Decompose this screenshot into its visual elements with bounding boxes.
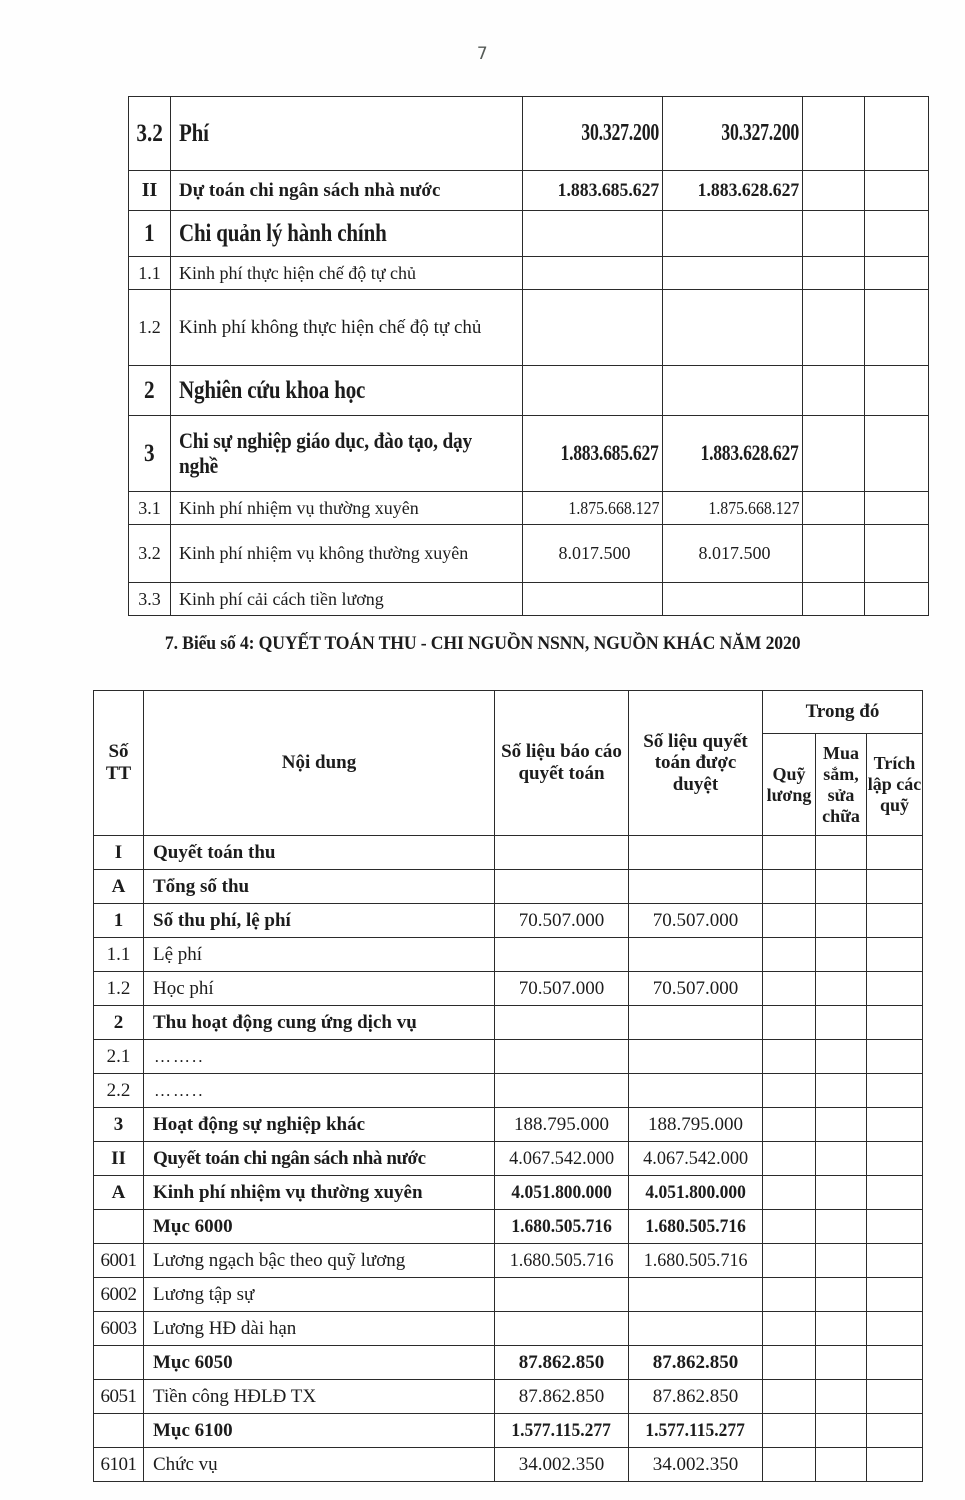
table-row [129,416,929,492]
table-row [94,1312,923,1346]
row-value-3 [803,171,865,211]
table-row [94,1346,923,1380]
row-name: Phí [171,97,523,171]
row-tt: 1.2 [129,290,171,366]
row-value-3 [803,525,865,583]
table-row [129,290,929,366]
row-value-trich-lap [867,1142,923,1176]
table-row [94,1040,923,1074]
row-value-quy-luong [763,972,816,1006]
row-value-trich-lap [867,1040,923,1074]
row-value-quy-luong [763,1176,816,1210]
row-value-bao-cao [495,1006,629,1040]
row-value-quy-luong [763,904,816,938]
row-name: Dự toán chi ngân sách nhà nước [171,171,523,211]
row-name: Lương ngạch bậc theo quỹ lương [144,1244,495,1278]
section-heading-text: 7. Biểu số 4: QUYẾT TOÁN THU - CHI NGUỒN NSNN, NGUỒN KHÁC NĂM 2020 [164,633,801,654]
row-value-duyet [629,836,763,870]
row-value-quy-luong [763,1346,816,1380]
row-value-duyet: 87.862.850 [629,1380,763,1414]
row-value-quy-luong [763,1414,816,1448]
row-tt: 1 [129,211,171,257]
row-value-4 [865,257,929,290]
table-row [129,366,929,416]
row-name: Chức vụ [144,1448,495,1482]
row-tt: II [94,1142,144,1176]
row-name: Kinh phí nhiệm vụ không thường xuyên [171,525,523,583]
row-tt: 1 [94,904,144,938]
row-value-3 [803,492,865,525]
table-one-body [129,97,929,616]
row-name: Chi sự nghiệp giáo dục, đào tạo, dạy nghề [171,416,523,492]
row-value-bao-cao: 4.051.800.000 [495,1176,629,1210]
page-number: 7 [476,44,489,64]
row-value-duyet: 70.507.000 [629,904,763,938]
row-tt [94,1210,144,1244]
table-row [94,972,923,1006]
row-value-bao-cao [495,1074,629,1108]
row-value-bao-cao [495,1278,629,1312]
header-trong-do: Trong đó [763,691,923,734]
row-value-2: 8.017.500 [663,525,803,583]
row-tt: 6002 [94,1278,144,1312]
row-value-duyet: 4.051.800.000 [629,1176,763,1210]
row-value-4 [865,492,929,525]
row-value-trich-lap [867,1414,923,1448]
row-value-quy-luong [763,1210,816,1244]
row-tt: 6003 [94,1312,144,1346]
row-value-trich-lap [867,904,923,938]
row-value-mua-sam [816,1108,867,1142]
row-value-1 [523,290,663,366]
row-value-trich-lap [867,1244,923,1278]
table-row [129,211,929,257]
row-tt: 3.2 [129,97,171,171]
row-name: Học phí [144,972,495,1006]
row-tt: 2 [129,366,171,416]
row-value-duyet: 87.862.850 [629,1346,763,1380]
row-name: …….. [144,1074,495,1108]
row-value-2: 1.883.628.627 [663,171,803,211]
row-value-trich-lap [867,1176,923,1210]
row-value-trich-lap [867,1006,923,1040]
row-value-1 [523,257,663,290]
row-value-duyet: 1.680.505.716 [629,1210,763,1244]
row-name: Lương HĐ dài hạn [144,1312,495,1346]
table-row [94,1006,923,1040]
row-value-trich-lap [867,1210,923,1244]
row-value-3 [803,97,865,171]
row-value-quy-luong [763,1040,816,1074]
row-value-duyet: 188.795.000 [629,1108,763,1142]
row-value-4 [865,211,929,257]
row-value-quy-luong [763,1244,816,1278]
row-value-4 [865,366,929,416]
row-value-quy-luong [763,1312,816,1346]
row-tt: 3.1 [129,492,171,525]
row-value-bao-cao: 1.577.115.277 [495,1414,629,1448]
row-value-3 [803,366,865,416]
row-value-bao-cao: 1.680.505.716 [495,1210,629,1244]
row-name: Kinh phí nhiệm vụ thường xuyên [171,492,523,525]
row-name: Quyết toán thu [144,836,495,870]
header-mua-sam: Mua sắm, sửa chữa [816,734,867,836]
row-name: Quyết toán chi ngân sách nhà nước [144,1142,495,1176]
header-row-group [94,691,923,734]
row-tt: 3.2 [129,525,171,583]
row-value-bao-cao: 70.507.000 [495,972,629,1006]
row-tt: 3 [94,1108,144,1142]
row-value-quy-luong [763,870,816,904]
row-value-4 [865,583,929,616]
row-value-2 [663,211,803,257]
row-value-duyet [629,1006,763,1040]
row-name: Tiền công HĐLĐ TX [144,1380,495,1414]
table-du-toan-chi [128,96,929,616]
header-quy-luong: Quỹ lương [763,734,816,836]
row-value-1 [523,366,663,416]
row-value-quy-luong [763,1108,816,1142]
row-value-trich-lap [867,1312,923,1346]
row-value-trich-lap [867,1074,923,1108]
row-value-bao-cao: 4.067.542.000 [495,1142,629,1176]
row-value-3 [803,211,865,257]
row-value-2 [663,366,803,416]
table-row [94,1380,923,1414]
row-tt: 6101 [94,1448,144,1482]
row-value-1: 1.883.685.627 [523,171,663,211]
row-tt: 6001 [94,1244,144,1278]
row-value-trich-lap [867,1346,923,1380]
row-value-mua-sam [816,1244,867,1278]
row-value-mua-sam [816,1448,867,1482]
row-value-duyet [629,1312,763,1346]
table-two-body [94,836,923,1482]
row-tt [94,1414,144,1448]
row-value-2: 30.327.200 [663,97,803,171]
row-value-1: 8.017.500 [523,525,663,583]
row-value-bao-cao [495,836,629,870]
row-value-bao-cao [495,1312,629,1346]
row-tt: A [94,1176,144,1210]
row-value-2 [663,583,803,616]
row-tt: 1.1 [129,257,171,290]
row-name: Hoạt động sự nghiệp khác [144,1108,495,1142]
row-tt: II [129,171,171,211]
table-row [94,1176,923,1210]
row-value-1: 1.883.685.627 [523,416,663,492]
row-value-bao-cao: 87.862.850 [495,1380,629,1414]
row-value-mua-sam [816,1210,867,1244]
row-tt: 1.2 [94,972,144,1006]
table-row [94,1448,923,1482]
table-row [94,1414,923,1448]
table-row [129,525,929,583]
row-name: Lệ phí [144,938,495,972]
row-tt [94,1346,144,1380]
row-name: Mục 6000 [144,1210,495,1244]
row-value-quy-luong [763,1278,816,1312]
table-row [94,870,923,904]
row-value-trich-lap [867,972,923,1006]
row-value-quy-luong [763,1074,816,1108]
table-row [94,1244,923,1278]
row-value-4 [865,290,929,366]
row-value-mua-sam [816,1176,867,1210]
row-value-quy-luong [763,1006,816,1040]
row-value-bao-cao: 34.002.350 [495,1448,629,1482]
row-value-duyet: 1.680.505.716 [629,1244,763,1278]
row-value-4 [865,97,929,171]
section-heading [0,633,965,655]
row-value-trich-lap [867,938,923,972]
row-value-duyet [629,938,763,972]
row-value-mua-sam [816,1346,867,1380]
row-value-mua-sam [816,1278,867,1312]
row-name: Mục 6050 [144,1346,495,1380]
row-name: Lương tập sự [144,1278,495,1312]
row-value-1: 1.875.668.127 [523,492,663,525]
table-row [94,904,923,938]
row-value-bao-cao: 1.680.505.716 [495,1244,629,1278]
row-value-2 [663,290,803,366]
table-row [94,1278,923,1312]
table-row [129,97,929,171]
row-name: Số thu phí, lệ phí [144,904,495,938]
header-so-lieu-duyet: Số liệu quyết toán được duyệt [629,691,763,836]
row-value-bao-cao [495,1040,629,1074]
table-row [94,938,923,972]
row-value-trich-lap [867,1448,923,1482]
row-value-quy-luong [763,1448,816,1482]
row-value-trich-lap [867,1380,923,1414]
row-value-duyet [629,1040,763,1074]
row-value-bao-cao: 188.795.000 [495,1108,629,1142]
row-value-mua-sam [816,1006,867,1040]
row-tt: 3 [129,416,171,492]
row-tt: A [94,870,144,904]
row-name: Nghiên cứu khoa học [171,366,523,416]
table-row [94,1108,923,1142]
row-name: Thu hoạt động cung ứng dịch vụ [144,1006,495,1040]
header-trich-lap: Trích lập các quỹ [867,734,923,836]
row-name: Kinh phí thực hiện chế độ tự chủ [171,257,523,290]
row-value-duyet [629,870,763,904]
row-value-quy-luong [763,938,816,972]
row-value-mua-sam [816,938,867,972]
row-value-3 [803,416,865,492]
row-value-duyet: 1.577.115.277 [629,1414,763,1448]
row-tt: 1.1 [94,938,144,972]
row-name: Tổng số thu [144,870,495,904]
row-value-3 [803,257,865,290]
row-value-quy-luong [763,1142,816,1176]
row-value-mua-sam [816,1414,867,1448]
table-bieu-so-4 [93,690,923,1482]
row-value-mua-sam [816,1380,867,1414]
row-value-2: 1.883.628.627 [663,416,803,492]
row-value-bao-cao: 87.862.850 [495,1346,629,1380]
row-name: …….. [144,1040,495,1074]
row-value-mua-sam [816,1074,867,1108]
row-value-3 [803,583,865,616]
row-name: Kinh phí không thực hiện chế độ tự chủ [171,290,523,366]
row-value-quy-luong [763,1380,816,1414]
row-value-duyet [629,1074,763,1108]
row-value-mua-sam [816,870,867,904]
row-tt: 2.1 [94,1040,144,1074]
row-value-trich-lap [867,1278,923,1312]
row-value-trich-lap [867,870,923,904]
row-value-quy-luong [763,836,816,870]
table-row [129,583,929,616]
header-noi-dung: Nội dung [144,691,495,836]
row-value-trich-lap [867,1108,923,1142]
row-value-duyet: 70.507.000 [629,972,763,1006]
row-name: Kinh phí cải cách tiền lương [171,583,523,616]
row-value-4 [865,171,929,211]
header-so-tt: Số TT [94,691,144,836]
row-value-mua-sam [816,836,867,870]
row-tt: 2.2 [94,1074,144,1108]
row-tt: I [94,836,144,870]
row-value-mua-sam [816,972,867,1006]
table-row [129,171,929,211]
table-row [129,257,929,290]
table-row [94,836,923,870]
row-value-4 [865,416,929,492]
row-value-2: 1.875.668.127 [663,492,803,525]
row-value-mua-sam [816,1312,867,1346]
row-value-mua-sam [816,1142,867,1176]
table-row [94,1142,923,1176]
row-value-3 [803,290,865,366]
row-tt: 6051 [94,1380,144,1414]
row-value-1 [523,211,663,257]
row-value-mua-sam [816,904,867,938]
row-tt: 2 [94,1006,144,1040]
row-value-4 [865,525,929,583]
row-value-bao-cao [495,938,629,972]
row-value-duyet [629,1278,763,1312]
row-value-bao-cao: 70.507.000 [495,904,629,938]
row-name: Kinh phí nhiệm vụ thường xuyên [144,1176,495,1210]
row-name: Mục 6100 [144,1414,495,1448]
row-value-duyet: 34.002.350 [629,1448,763,1482]
row-tt: 3.3 [129,583,171,616]
row-value-2 [663,257,803,290]
header-so-lieu-bao-cao: Số liệu báo cáo quyết toán [495,691,629,836]
row-value-1 [523,583,663,616]
row-value-duyet: 4.067.542.000 [629,1142,763,1176]
row-name: Chi quản lý hành chính [171,211,523,257]
table-row [94,1074,923,1108]
row-value-bao-cao [495,870,629,904]
row-value-1: 30.327.200 [523,97,663,171]
table-row [129,492,929,525]
table-two-head [94,691,923,836]
row-value-trich-lap [867,836,923,870]
table-row [94,1210,923,1244]
row-value-mua-sam [816,1040,867,1074]
